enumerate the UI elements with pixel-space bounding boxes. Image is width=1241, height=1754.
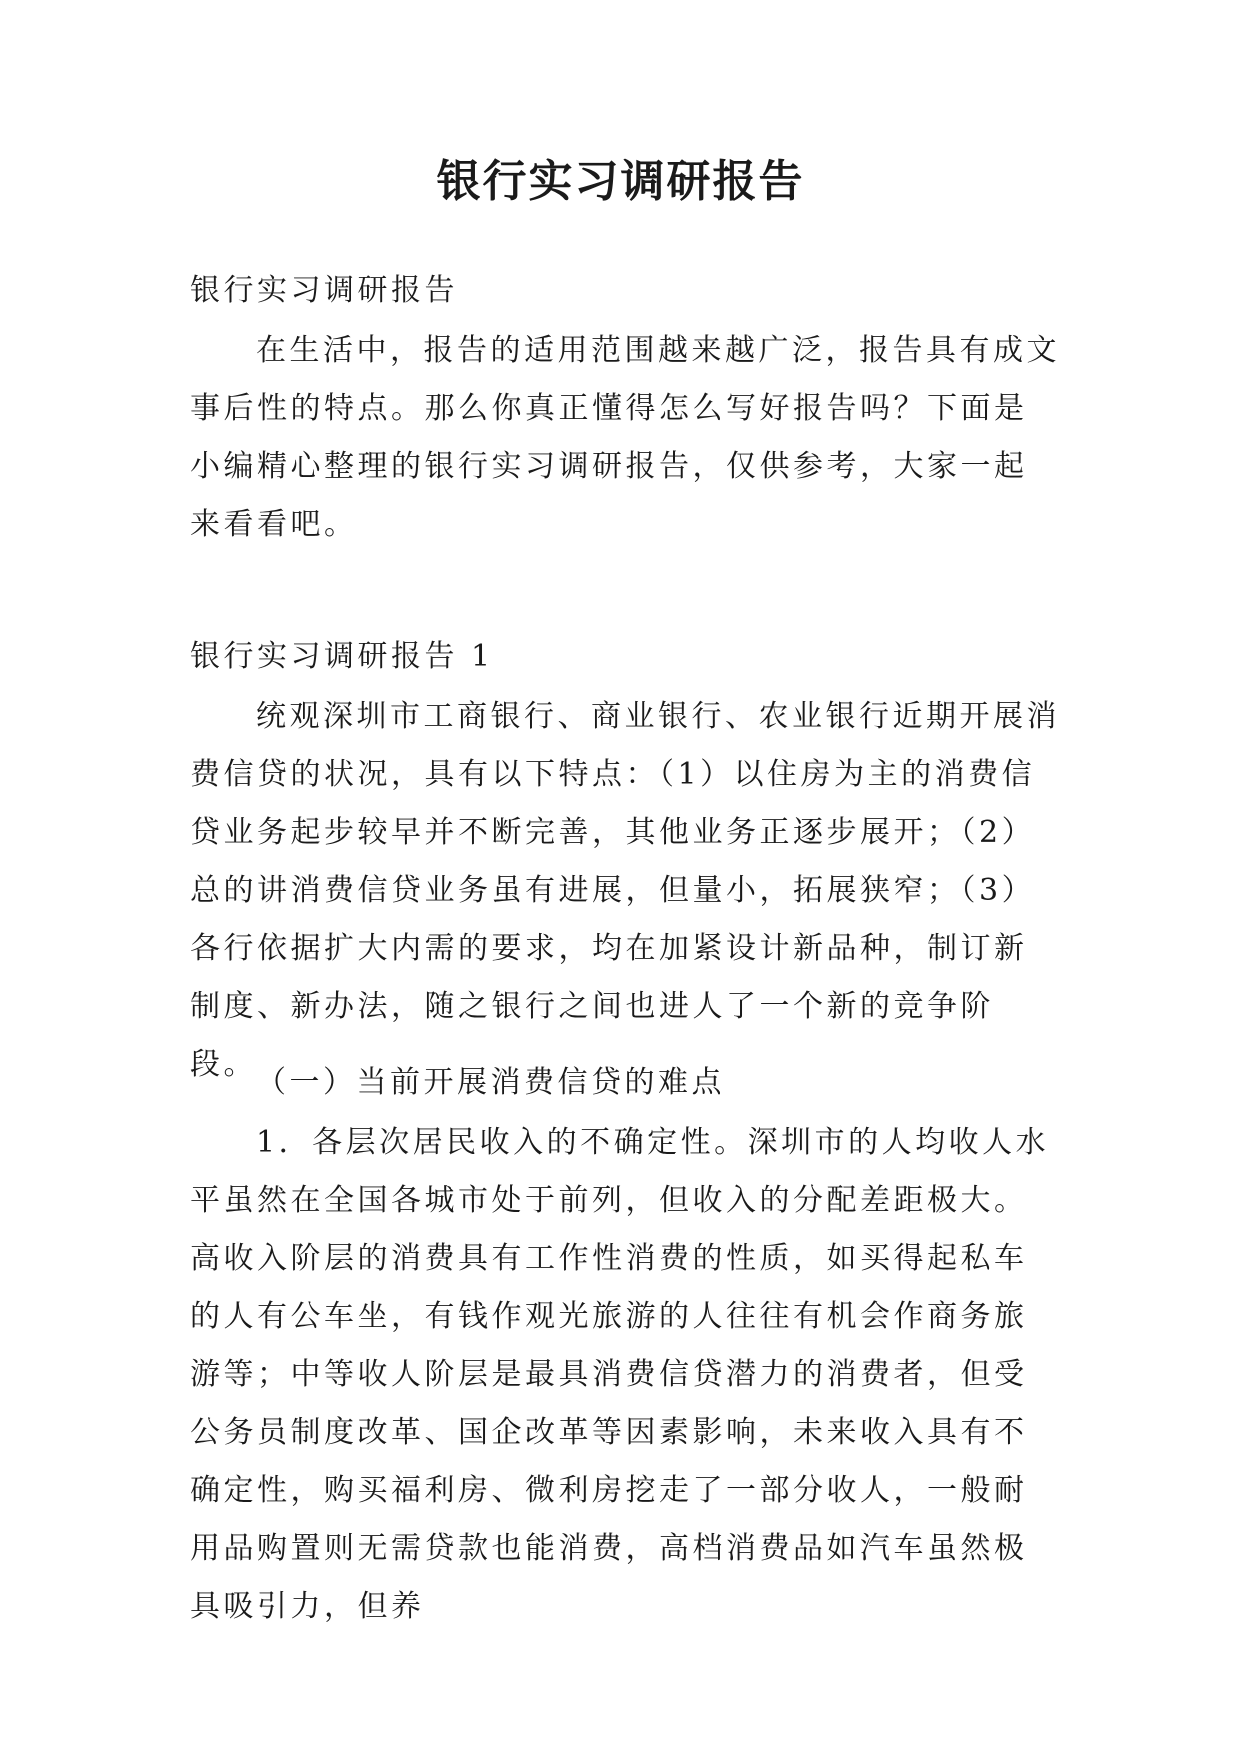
document-title: 银行实习调研报告 <box>436 156 805 207</box>
document-subtitle: 银行实习调研报告 <box>190 273 458 308</box>
intro-paragraph: 在生活中，报告的适用范围越来越广泛，报告具有成文事后性的特点。那么你真正懂得怎么写好报告吗？下面是小编精心整理的银行实习调研报告，仅供参考，大家一起来看看吧。 <box>190 333 1060 542</box>
sub-heading: （一）当前开展消费信贷的难点 <box>256 1065 725 1100</box>
section-title: 银行实习调研报告 1 <box>190 639 494 674</box>
section-paragraph: 统观深圳市工商银行、商业银行、农业银行近期开展消费信贷的状况，具有以下特点：（1）以住房为主的消费信贷业务起步较早并不断完善，其他业务正逐步展开；（2）总的讲消费信贷业务虽有进展，但量小，拓展狭窄；（3）各行依据扩大内需的要求，均在加紧设计新品种，制订新制度、新办法，随之银行之间也进人了一个新的竞争阶段。 <box>190 699 1060 1082</box>
point-1-paragraph: 1．各层次居民收入的不确定性。深圳市的人均收人水平虽然在全国各城市处于前列，但收入的分配差距极大。高收入阶层的消费具有工作性消费的性质，如买得起私车的人有公车坐，有钱作观光旅游的人往往有机会作商务旅游等；中等收人阶层是最具消费信贷潜力的消费者，但受公务员制度改革、国企改革等因素影响，未来收入具有不确定性，购买福利房、微利房挖走了一部分收人，一般耐用品购置则无需贷款也能消费，高档消费品如汽车虽然极具吸引力，但养 <box>190 1125 1050 1624</box>
